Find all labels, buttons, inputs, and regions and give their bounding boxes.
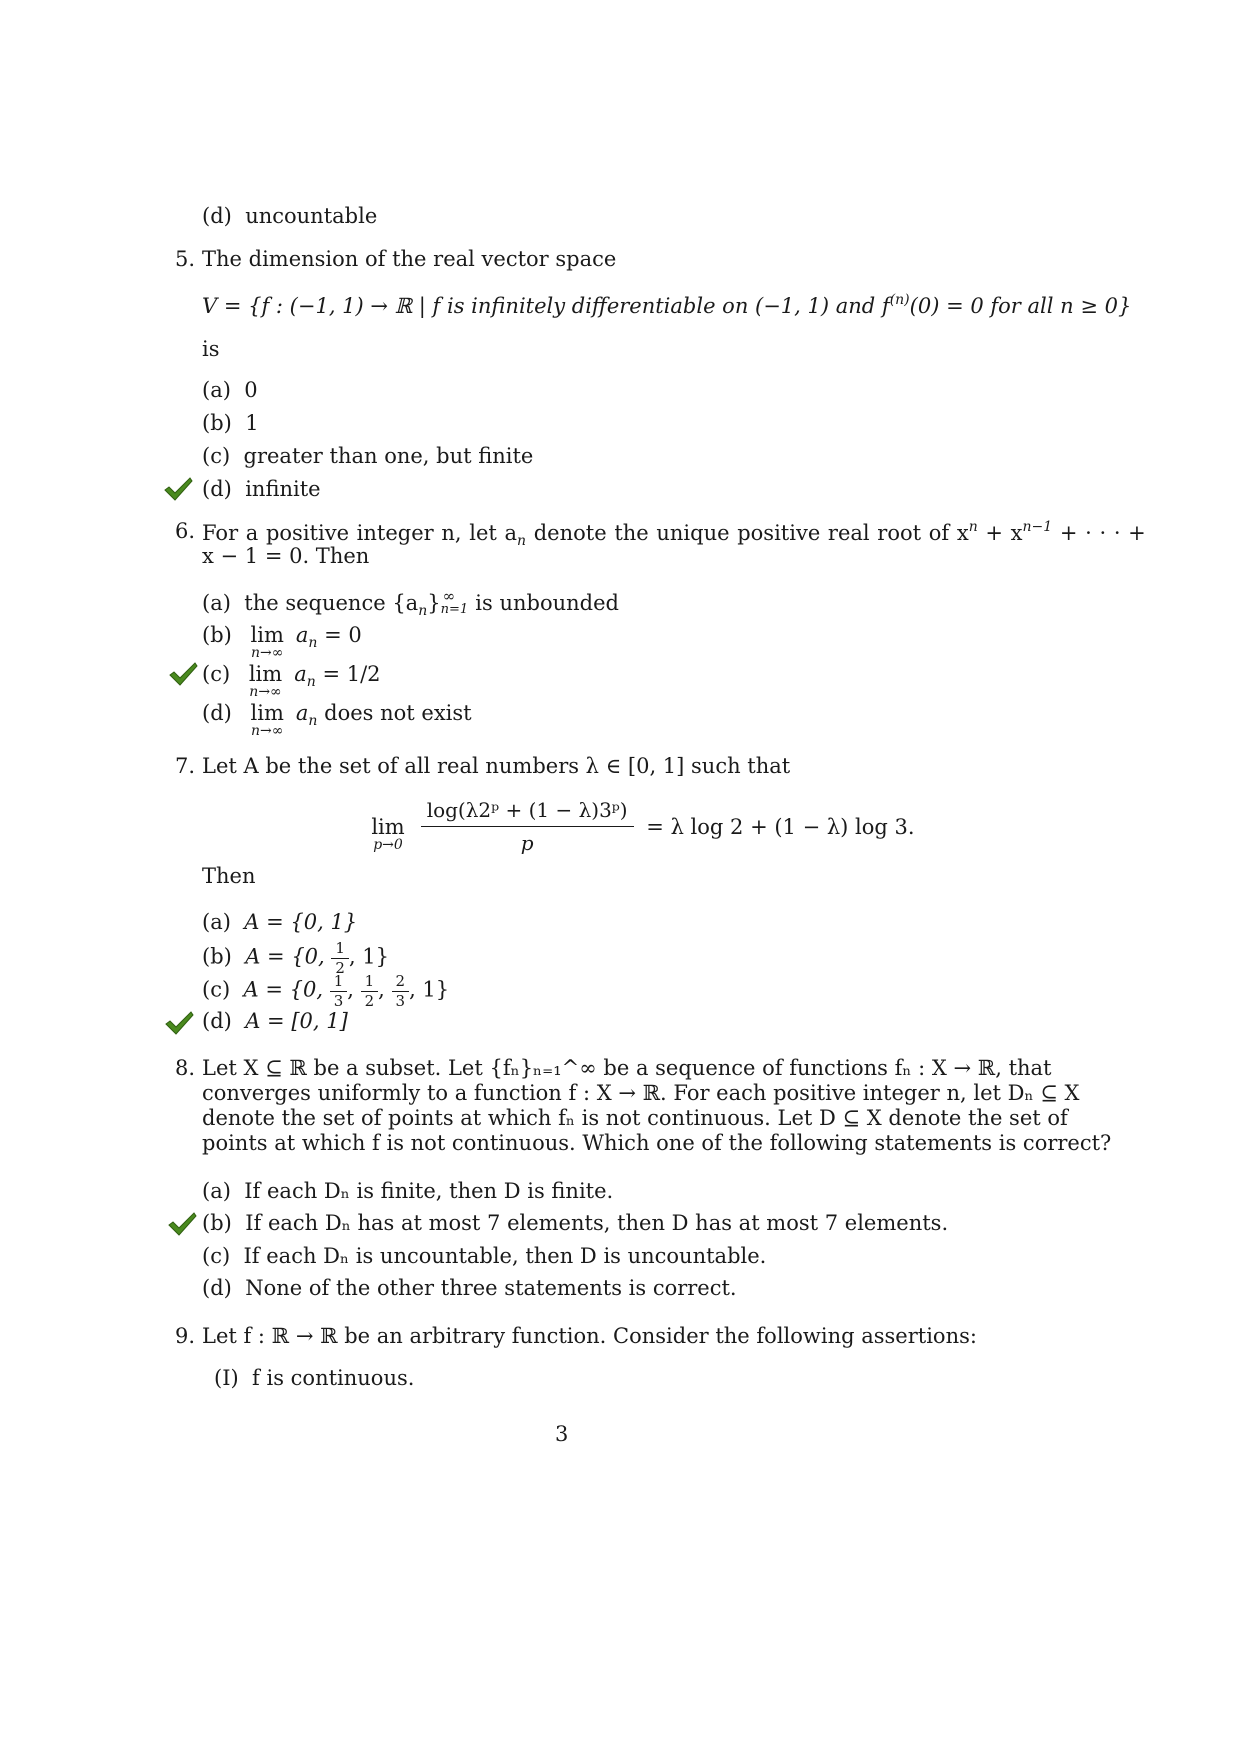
set-text: V = {f : (−1, 1) → ℝ | f is infinitely differentiable on (−1, 1) and f [202, 294, 890, 318]
option-text: A = {0, [243, 977, 324, 1002]
check-mark-icon [168, 661, 198, 687]
q6-option-d [202, 701, 472, 739]
question-6-line-2: x − 1 = 0. Then [202, 544, 370, 568]
q8-option-b [202, 1211, 948, 1235]
option-label: (d) [202, 477, 232, 501]
option-label: (d) [202, 1009, 232, 1033]
option-label: (a) [202, 378, 231, 402]
numerator: 2 [392, 973, 410, 992]
set-superscript: (n) [889, 292, 910, 308]
denominator: 3 [333, 992, 344, 1010]
fraction-one-half [361, 973, 379, 1009]
option-text: A = {0, 1} [244, 910, 358, 934]
numerator: 1 [331, 940, 349, 959]
q5-option-c [202, 444, 533, 468]
sequence-a: a [295, 701, 309, 725]
check-mark-icon [163, 476, 193, 502]
sequence-subscript: n [306, 674, 316, 690]
option-text: is unbounded [468, 591, 619, 615]
check-mark-icon [167, 1211, 197, 1237]
option-label: (c) [202, 444, 231, 468]
option-text: does not exist [324, 701, 472, 725]
q7-option-d [202, 1009, 348, 1033]
set-text-tail: (0) = 0 for all n ≥ 0} [909, 294, 1132, 318]
option-text: If each Dₙ has at most 7 elements, then D has at most 7 elements. [245, 1211, 949, 1235]
question-9-number: 9. [175, 1324, 196, 1348]
assertion-text: f is continuous. [252, 1366, 415, 1390]
q6-subscript: n [517, 533, 527, 549]
q6-text: + x [977, 521, 1023, 545]
option-text: , 1} [348, 944, 390, 969]
option-label: (c) [202, 662, 231, 686]
q6-text: For a positive integer n, let a [202, 521, 518, 545]
numerator: 1 [361, 973, 379, 992]
q7-option-c: (c) A = {0, $\frac{1}{3}$ , $\frac{1}{2}$ , $\frac{2}{3}$ , 1} [202, 972, 450, 1010]
option-label: (a) [202, 910, 231, 934]
option-text: = 0 [324, 623, 362, 647]
option-label: (b) [202, 623, 232, 647]
page-number: 3 [555, 1422, 569, 1446]
lim-word: lim [250, 701, 284, 725]
sequence-subscript: n [308, 713, 318, 729]
numerator: 1 [330, 973, 348, 992]
sequence-a: a [294, 662, 307, 686]
q8-option-a [202, 1179, 613, 1203]
option-label: (b) [202, 1211, 232, 1235]
equation-rhs: = λ log 2 + (1 − λ) log 3. [646, 814, 915, 839]
option-text: the sequence {a [244, 591, 419, 615]
question-5-stem: The dimension of the real vector space [202, 247, 617, 271]
question-5-set [202, 292, 1131, 318]
option-text: None of the other three statements is correct. [245, 1276, 737, 1300]
question-8-line: points at which f is not continuous. Which one of the following statements is correct? [202, 1131, 1112, 1155]
q6-text: denote the unique positive real root of x [526, 521, 969, 545]
q6-text: + · · · + [1052, 521, 1146, 545]
question-8-line: denote the set of points at which fₙ is not continuous. Let D ⊆ X denote the set of [202, 1106, 1068, 1130]
q6-superscript: n−1 [1022, 519, 1053, 535]
lim-word: lim [371, 814, 405, 839]
limit-operator [245, 701, 289, 739]
option-text: If each Dₙ is uncountable, then D is uncountable. [243, 1244, 767, 1268]
check-mark-icon [164, 1010, 194, 1036]
denominator: 3 [395, 992, 406, 1010]
fraction-one-third [330, 973, 348, 1009]
q5-option-d [202, 477, 321, 501]
fraction-two-thirds [392, 973, 410, 1009]
lim-subscript: p→0 [373, 836, 403, 853]
denominator: 2 [335, 959, 345, 977]
option-text: infinite [245, 477, 321, 501]
question-8-body [202, 1056, 1112, 1156]
q8-option-d [202, 1276, 737, 1300]
lim-word: lim [250, 623, 284, 647]
option-label: (a) [202, 1179, 231, 1203]
q6-superscript: n [968, 519, 978, 535]
option-label: (a) [202, 591, 231, 615]
option-label: (b) [202, 944, 232, 969]
q6-option-a [202, 587, 619, 619]
question-7-then: Then [202, 864, 256, 888]
fraction-numerator: log(λ2ᵖ + (1 − λ)3ᵖ) [421, 798, 634, 827]
q9-assertion-I [214, 1366, 414, 1390]
lim-word: lim [248, 662, 283, 686]
option-text: A = [0, 1] [245, 1009, 348, 1033]
limit-operator [366, 814, 410, 853]
option-text: A = {0, [245, 944, 325, 969]
limit-operator [244, 662, 288, 700]
option-text: If each Dₙ is finite, then D is finite. [244, 1179, 614, 1203]
question-7-equation [366, 798, 915, 855]
q5-option-a [202, 378, 258, 402]
option-label: (d) [202, 1276, 232, 1300]
sequence-subscript: n [308, 635, 318, 651]
question-8-line: converges uniformly to a function f : X → ℝ. For each positive integer n, let Dₙ ⊆ X [202, 1081, 1080, 1105]
question-7-stem: Let A be the set of all real numbers λ ∈ [0, 1] such that [202, 754, 791, 778]
fraction [421, 798, 634, 855]
option-text: uncountable [245, 204, 378, 228]
lim-subscript: n→∞ [250, 645, 284, 661]
assertion-label: (I) [214, 1366, 239, 1390]
fraction-denominator: p [520, 831, 534, 855]
option-text: , 1} [409, 977, 450, 1002]
option-text: = 1/2 [322, 662, 381, 686]
option-label: (d) [202, 204, 232, 228]
q5-option-b [202, 411, 259, 435]
question-5-number: 5. [175, 247, 196, 271]
q7-option-b [202, 940, 389, 976]
q6-option-b [202, 623, 362, 661]
option-label: (c) [202, 1244, 231, 1268]
option-label: (c) [202, 977, 231, 1002]
option-label: (b) [202, 411, 232, 435]
question-7-number: 7. [175, 754, 196, 778]
question-6-number: 6. [175, 519, 196, 543]
option-text: } [427, 591, 441, 615]
q4-option-d [202, 204, 377, 228]
denominator: 2 [364, 992, 375, 1010]
q7-option-a [202, 910, 357, 934]
option-text: 0 [244, 378, 258, 402]
option-subscript: n [418, 603, 428, 619]
lim-subscript: n→∞ [249, 684, 282, 700]
fraction-one-half [331, 940, 349, 976]
q6-option-c [202, 662, 381, 700]
sequence-a: a [295, 623, 309, 647]
limit-operator [245, 623, 289, 661]
option-superscript: ∞ [442, 587, 456, 605]
option-subscript: n=1 [440, 602, 469, 617]
question-8-number: 8. [175, 1056, 196, 1080]
option-text: 1 [245, 411, 259, 435]
question-9-stem: Let f : ℝ → ℝ be an arbitrary function. Consider the following assertions: [202, 1324, 977, 1348]
question-8-line: Let X ⊆ ℝ be a subset. Let {fₙ}ₙ₌₁^∞ be a sequence of functions fₙ : X → ℝ, that [202, 1056, 1052, 1080]
question-5-is: is [202, 337, 220, 361]
option-text: greater than one, but finite [243, 444, 534, 468]
q8-option-c [202, 1244, 766, 1268]
lim-subscript: n→∞ [250, 723, 284, 739]
option-label: (d) [202, 701, 232, 725]
